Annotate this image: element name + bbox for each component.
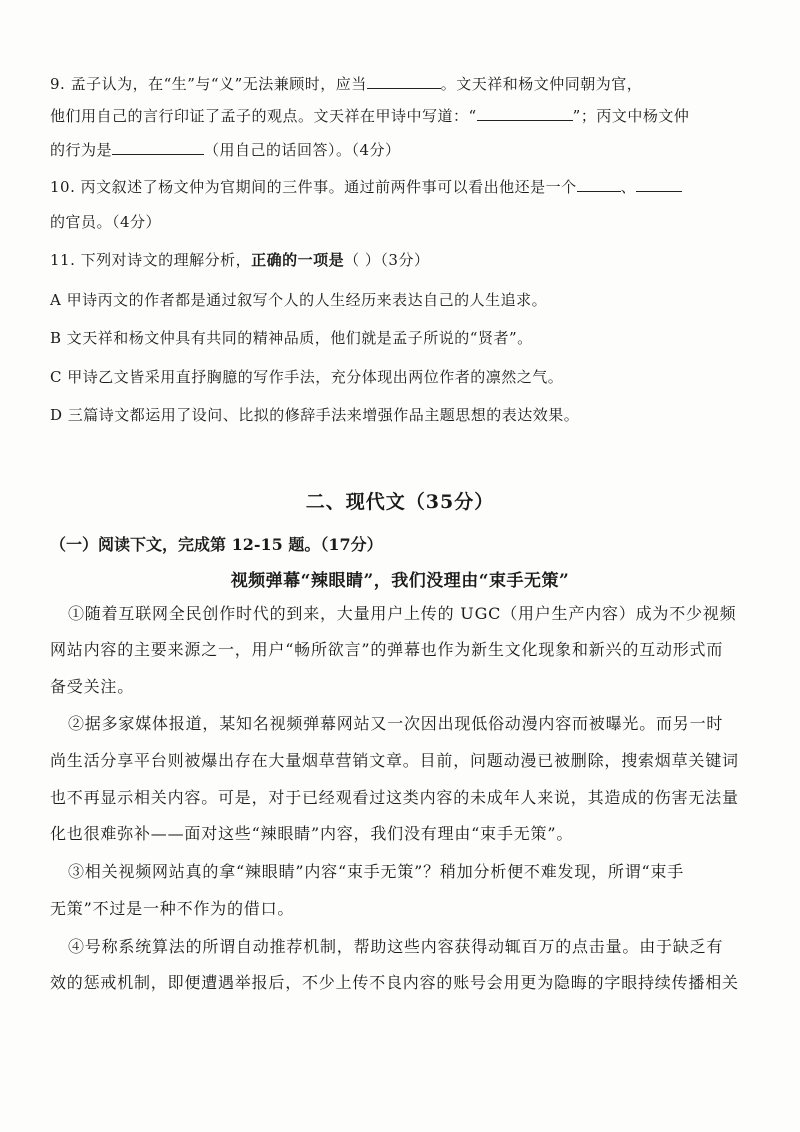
paragraph-2-line-4: 化也很难弥补——面对这些“辣眼睛”内容，我们没有理由“束手无策”。 — [50, 824, 574, 843]
q11-option-a — [50, 290, 547, 310]
option-text: B 文天祥和杨文仲具有共同的精神品质，他们就是孟子所说的“贤者”。 — [50, 329, 533, 347]
q9-line-3 — [50, 140, 401, 160]
paragraph-4-line-1: ④号称系统算法的所谓自动推荐机制，帮助这些内容获得动辄百万的点击量。由于缺乏有 — [68, 937, 724, 956]
q11-option-d — [50, 405, 579, 425]
q9-blank-2[interactable] — [477, 106, 573, 121]
paragraph-3-line-2: 无策”不过是一种不作为的借口。 — [50, 899, 295, 918]
q9-blank-1[interactable] — [367, 74, 441, 89]
q11-score: （3分） — [380, 251, 430, 269]
q10-blank-2[interactable] — [636, 177, 682, 192]
q10-text: 的官员。（4分） — [50, 213, 162, 231]
q11-answer-paren[interactable]: （ ） — [344, 251, 381, 269]
reading-subheading: （一）阅读下文，完成第 12-15 题。（17分） — [50, 535, 383, 554]
option-text: A 甲诗丙文的作者都是通过叙写个人的人生经历来表达自己的人生追求。 — [50, 291, 548, 309]
q11-option-c — [50, 367, 563, 387]
article-title: 视频弹幕“辣眼睛”，我们没理由“束手无策” — [230, 571, 570, 591]
q9-text: 。文天祥和杨文仲同朝为官， — [440, 75, 643, 93]
q10-line-2 — [50, 212, 161, 232]
q10-line-1 — [50, 177, 682, 197]
option-text: D 三篇诗文都运用了设问、比拟的修辞手法来增强作品主题思想的表达效果。 — [50, 406, 580, 424]
paragraph-3-line-1: ③相关视频网站真的拿“辣眼睛”内容“束手无策”？稍加分析便不难发现，所谓“束手 — [68, 862, 685, 881]
q11-text: 11. 下列对诗文的理解分析， — [50, 251, 252, 269]
q9-text: 的行为是 — [50, 141, 113, 159]
q9-text: 他们用自己的言行印证了孟子的观点。文天祥在甲诗中写道：“ — [50, 107, 477, 125]
option-text: C 甲诗乙文皆采用直抒胸臆的写作手法，充分体现出两位作者的凛然之气。 — [50, 368, 564, 386]
q11-emphasis: 正确的一项是 — [251, 251, 345, 269]
paragraph-1-line-2: 网站内容的主要来源之一，用户“畅所欲言”的弹幕也作为新生文化现象和新兴的互动形式而 — [50, 640, 724, 659]
paragraph-2-line-1: ②据多家媒体报道，某知名视频弹幕网站又一次因出现低俗动漫内容而被曝光。而另一时 — [68, 714, 724, 733]
q9-blank-3[interactable] — [112, 140, 204, 155]
q11-option-b — [50, 328, 533, 348]
paragraph-2-line-2: 尚生活分享平台则被爆出存在大量烟草营销文章。目前，问题动漫已被删除，搜索烟草关键词 — [50, 751, 739, 770]
q9-text: （用自己的话回答）。（4分） — [204, 141, 401, 159]
paragraph-2-line-3: 也不再显示相关内容。可是，对于已经观看过这类内容的未成年人来说，其造成的伤害无法量 — [50, 788, 739, 807]
q9-line-2 — [50, 106, 689, 126]
q9-text: ”；丙文中杨文仲 — [572, 107, 690, 125]
section-title: 二、现代文（35分） — [305, 491, 495, 513]
q11-stem — [50, 250, 429, 270]
paragraph-1-line-1: ①随着互联网全民创作时代的到来，大量用户上传的 UGC（用户生产内容）成为不少视频 — [68, 604, 737, 623]
q10-separator: 、 — [620, 178, 637, 196]
q10-blank-1[interactable] — [577, 177, 621, 192]
paragraph-1-line-3: 备受关注。 — [50, 677, 135, 696]
q9-line-1 — [50, 74, 642, 94]
paragraph-4-line-2: 效的惩戒机制，即便遭遇举报后，不少上传不良内容的账号会用更为隐晦的字眼持续传播相关 — [50, 973, 739, 992]
q10-text: 10. 丙文叙述了杨文仲为官期间的三件事。通过前两件事可以看出他还是一个 — [50, 178, 577, 196]
q9-text: 9. 孟子认为，在“生”与“义”无法兼顾时，应当 — [50, 75, 367, 93]
